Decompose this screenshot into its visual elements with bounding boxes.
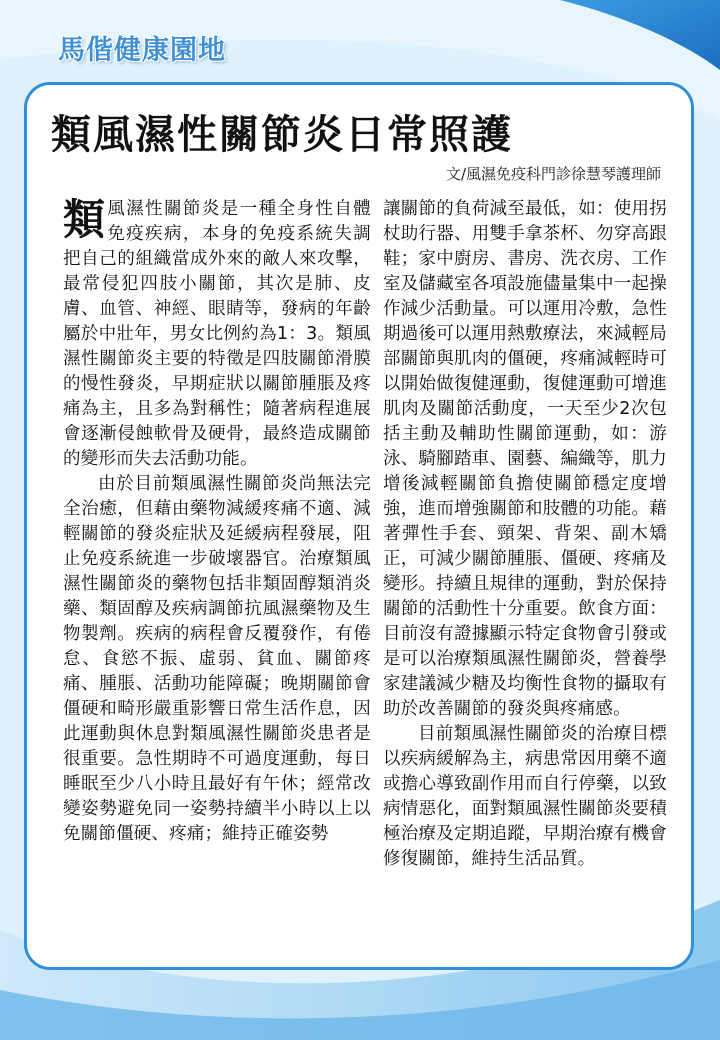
- paragraph-1-text: 風濕性關節炎是一種全身性自體免疫疾病，本身的免疫系統失調把自己的組織當成外來的敵人來攻擊，最常侵犯四肢小關節，其次是肺、皮膚、血管、神經、眼睛等，發病的年齡屬於中壯年，男女比例約為1：3。類風濕性關節炎主要的特徵是四肢關節滑膜的慢性發炎，早期症狀以關節腫脹及疼痛為主，且多為對稱性；隨著病程進展會逐漸侵蝕軟骨及硬骨，最終造成關節的變形而失去活動功能。: [63, 199, 371, 469]
- text-column-left: [63, 197, 371, 847]
- text-column-right: [383, 197, 667, 872]
- section-title: 馬偕健康園地: [58, 35, 226, 66]
- article-card: [24, 82, 694, 970]
- paragraph-3: 目前類風濕性關節炎的治療目標以疾病緩解為主，病患常因用藥不適或擔心導致副作用而自行停藥，以致病情惡化，面對類風濕性關節炎要積極治療及定期追蹤，早期治療有機會修復關節，維持生活品質。: [383, 724, 667, 869]
- paragraph-2-continued: 讓關節的負荷減至最低，如：使用拐杖助行器、用雙手拿茶杯、勿穿高跟鞋；家中廚房、書房、洗衣房、工作室及儲藏室各項設施儘量集中一起操作減少活動量。可以運用冷敷，急性期過後可以運用熱敷療法，來減輕局部關節與肌肉的僵硬，疼痛減輕時可以開始做復健運動，復健運動可增進肌肉及關節活動度，一天至少2次包括主動及輔助性關節運動，如：游泳、騎腳踏車、園藝、編織等，肌力增後減輕關節負擔使關節穩定度增強，進而增強關節和肢體的功能。藉著彈性手套、頸架、背架、副木矯正，可減少關節腫脹、僵硬、疼痛及變形。持續且規律的運動，對於保持關節的活動性十分重要。飲食方面：目前沒有證據顯示特定食物會引發或是可以治療類風濕性關節炎，營養學家建議減少糖及均衡性食物的攝取有助於改善關節的發炎與疼痛感。: [383, 199, 667, 719]
- article-byline: 文/風濕免疫科門診徐慧琴護理師: [445, 165, 661, 183]
- drop-cap: 類: [63, 195, 106, 244]
- paragraph-2: 由於目前類風濕性關節炎尚無法完全治癒，但藉由藥物減緩疼痛不適、減輕關節的發炎症狀及延緩病程發展，阻止免疫系統進一步破壞器官。治療類風濕性關節炎的藥物包括非類固醇類消炎藥、類固醇及疾病調節抗風濕藥物及生物製劑。疾病的病程會反覆發作，有倦怠、食慾不振、虛弱、貧血、關節疼痛、腫脹、活動功能障礙；晚期關節會僵硬和畸形嚴重影響日常生活作息，因此運動與休息對類風濕性關節炎患者是很重要。急性期時不可過度運動，每日睡眠至少八小時且最好有午休；經常改變姿勢避免同一姿勢持續半小時以上以免關節僵硬、疼痛；維持正確姿勢: [63, 474, 371, 844]
- article-title: 類風濕性關節炎日常照護: [51, 112, 513, 158]
- paragraph-1: [63, 197, 371, 472]
